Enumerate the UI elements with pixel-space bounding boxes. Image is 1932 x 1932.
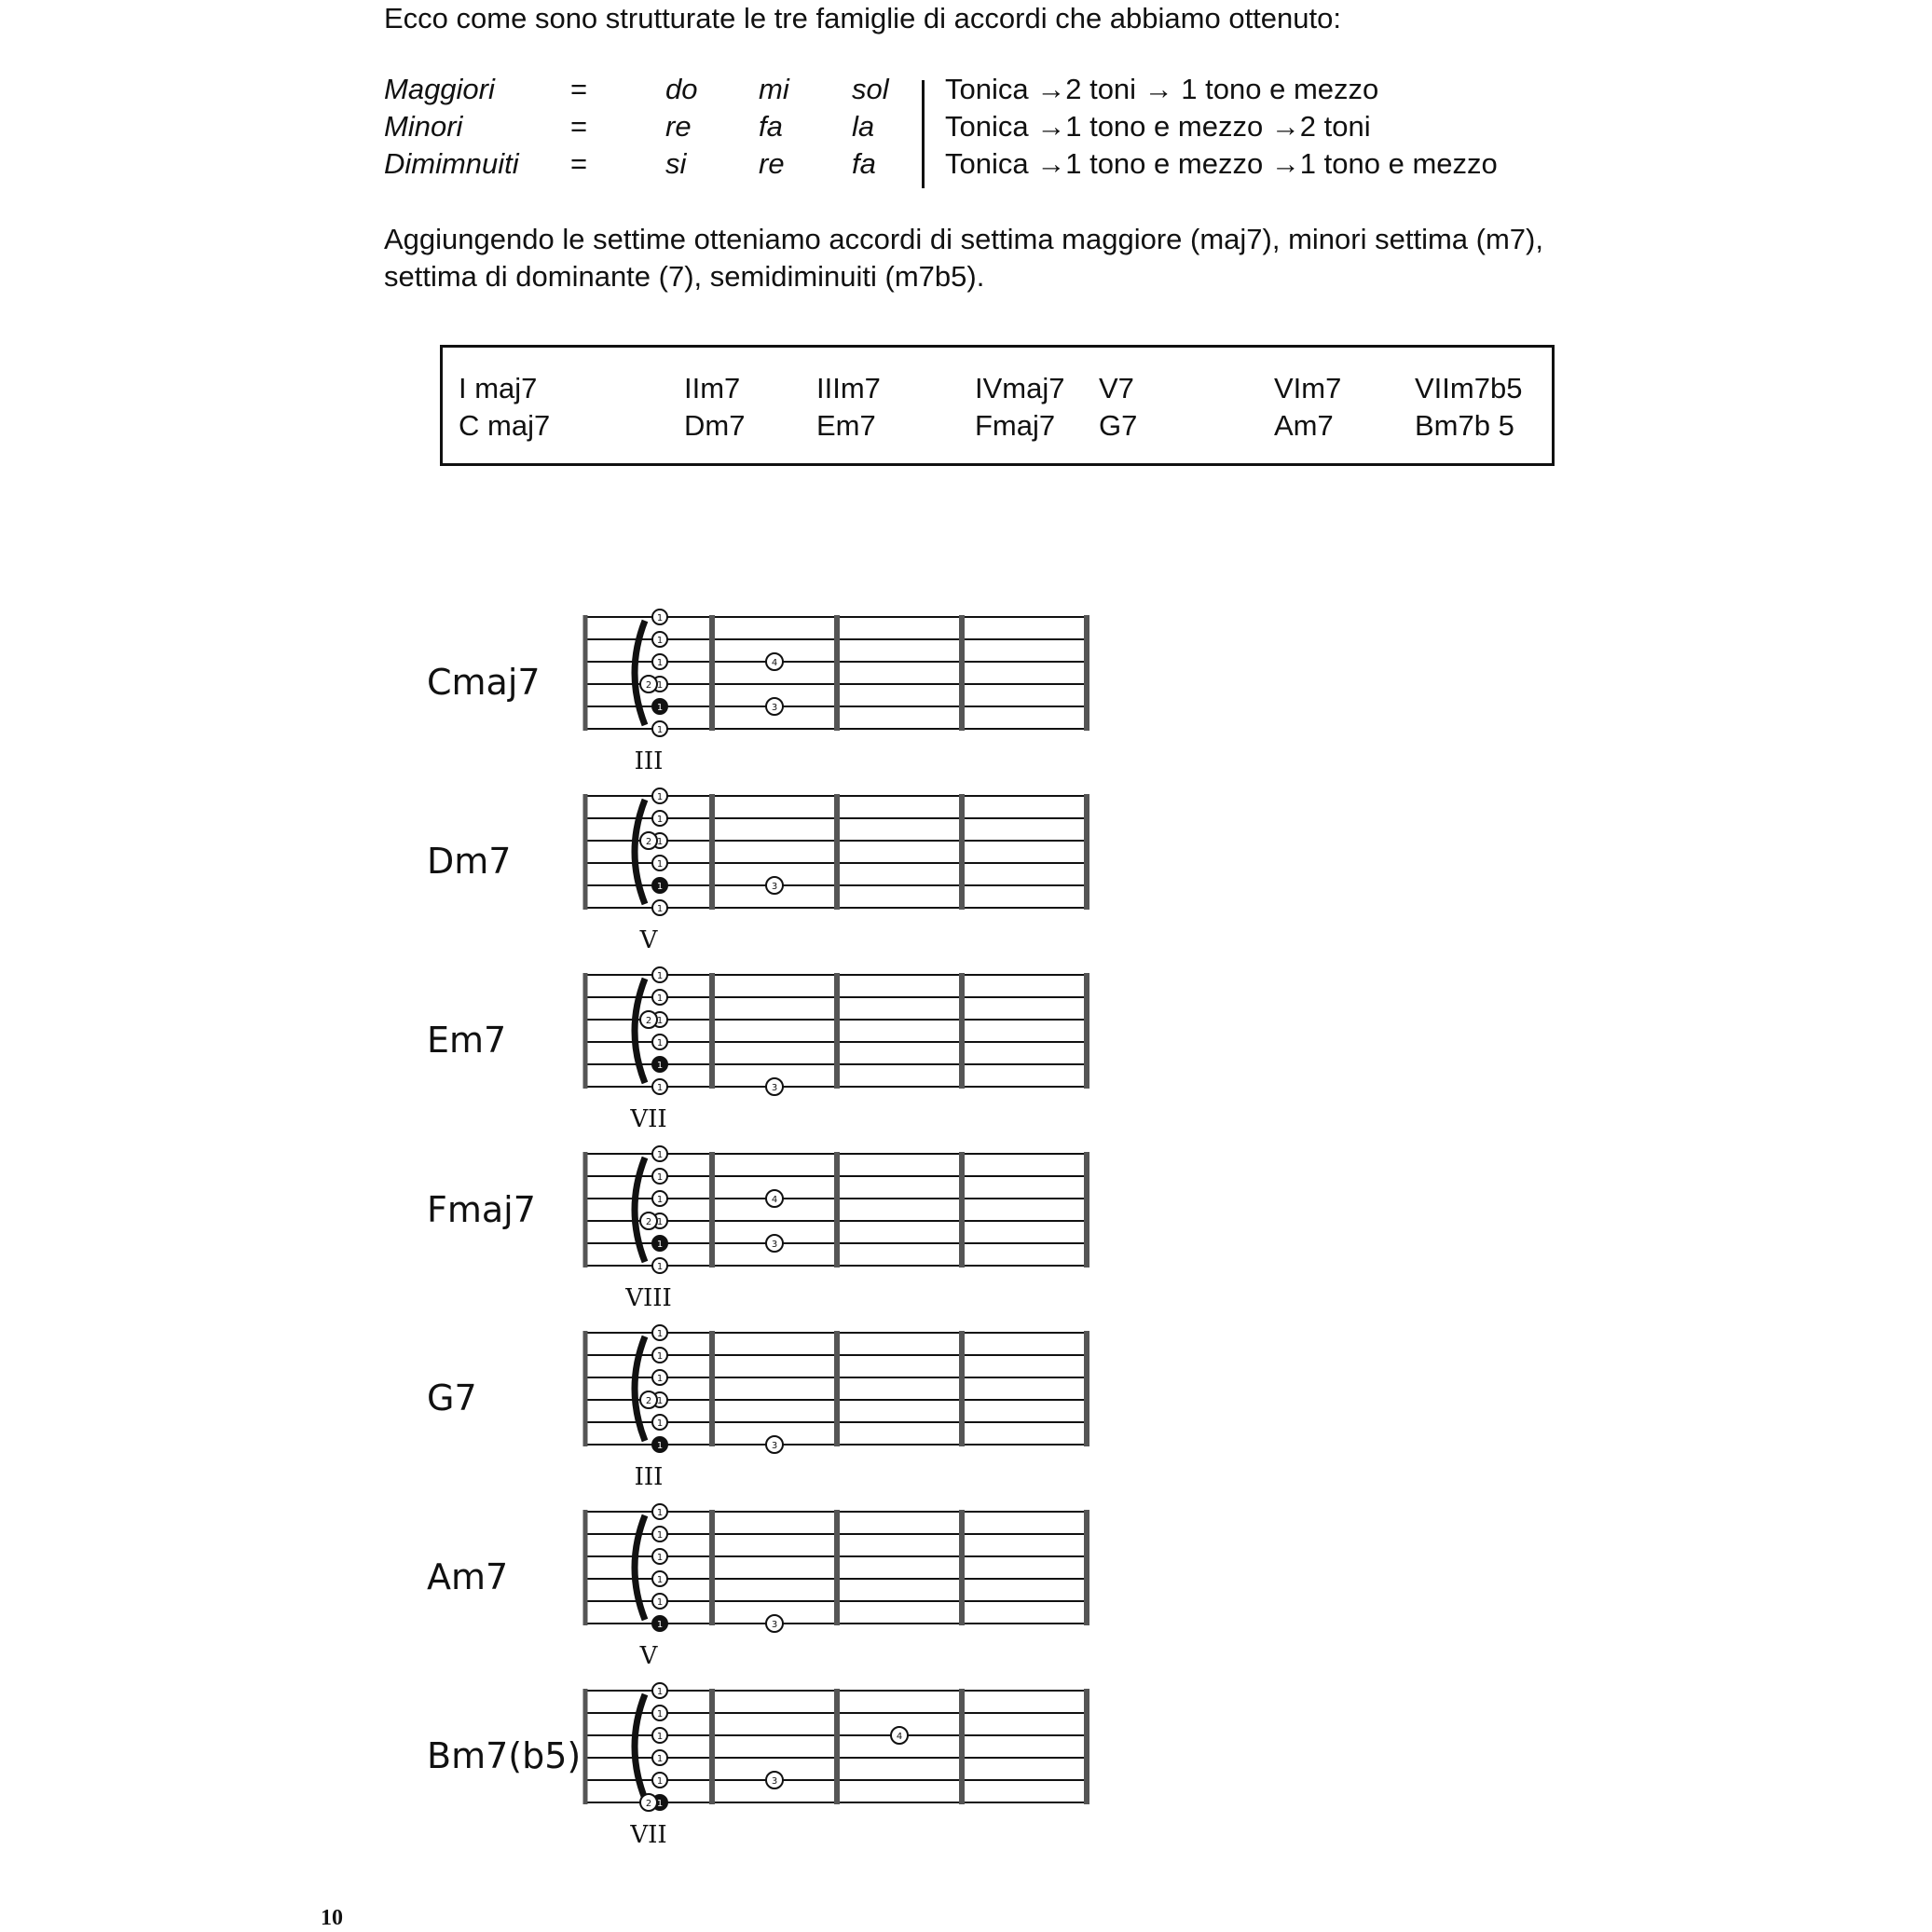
family-eq: = bbox=[570, 73, 588, 105]
finger-number: 1 bbox=[656, 636, 664, 646]
finger-number: 1 bbox=[656, 1351, 664, 1362]
finger-number: 1 bbox=[656, 1172, 664, 1183]
finger-number: 1 bbox=[656, 1754, 664, 1764]
family-note: si bbox=[665, 147, 687, 180]
family-note: sol bbox=[852, 73, 889, 105]
finger-number: 1 bbox=[656, 1262, 664, 1272]
finger-number: 1 bbox=[656, 837, 664, 847]
finger-number: 3 bbox=[771, 882, 778, 892]
chord-name: Am7 bbox=[427, 1556, 509, 1597]
finger-number: 1 bbox=[656, 1799, 664, 1809]
family-structure: Tonica →1 tono e mezzo →1 tono e mezzo bbox=[945, 147, 1498, 180]
family-eq: = bbox=[570, 147, 588, 180]
finger-number: 1 bbox=[656, 1329, 664, 1339]
finger-number: 1 bbox=[656, 1732, 664, 1742]
degree-roman: I maj7 bbox=[459, 372, 538, 404]
finger-number: 1 bbox=[656, 993, 664, 1004]
position-label: VIII bbox=[625, 1284, 672, 1312]
finger-number: 1 bbox=[656, 613, 664, 623]
finger-number: 1 bbox=[656, 658, 664, 668]
degree-roman: VIm7 bbox=[1274, 372, 1342, 404]
finger-number: 2 bbox=[645, 680, 652, 691]
family-eq: = bbox=[570, 110, 588, 143]
finger-number: 1 bbox=[656, 904, 664, 914]
finger-number: 1 bbox=[656, 1776, 664, 1787]
barre-arc bbox=[635, 800, 645, 904]
finger-number: 3 bbox=[771, 703, 778, 713]
finger-number: 1 bbox=[656, 725, 664, 735]
chord-name: Dm7 bbox=[427, 841, 512, 882]
finger-number: 1 bbox=[656, 1016, 664, 1026]
chord-diagram bbox=[578, 1500, 1100, 1640]
seventh-chords-text bbox=[384, 221, 1689, 295]
family-note: re bbox=[665, 110, 692, 143]
degree-chord: G7 bbox=[1099, 409, 1138, 442]
degree-chord: Bm7b 5 bbox=[1415, 409, 1514, 442]
finger-number: 1 bbox=[656, 1374, 664, 1384]
degree-roman: VIIm7b5 bbox=[1415, 372, 1523, 404]
finger-number: 1 bbox=[656, 1575, 664, 1585]
chord-diagram bbox=[578, 1322, 1100, 1461]
finger-number: 3 bbox=[771, 1441, 778, 1451]
finger-number: 3 bbox=[771, 1083, 778, 1093]
family-note: la bbox=[852, 110, 875, 143]
family-note: mi bbox=[759, 73, 789, 105]
finger-number: 3 bbox=[771, 1776, 778, 1787]
finger-number: 1 bbox=[656, 1620, 664, 1630]
chord-diagram bbox=[578, 964, 1100, 1103]
family-divider bbox=[922, 80, 925, 188]
barre-arc bbox=[635, 1694, 645, 1799]
family-name: Maggiori bbox=[384, 73, 495, 105]
finger-number: 1 bbox=[656, 680, 664, 691]
seventh-line: Aggiungendo le settime otteniamo accordi di settima maggiore (maj7), minori settima (m7), bbox=[384, 223, 1543, 255]
finger-number: 1 bbox=[656, 815, 664, 825]
position-label: V bbox=[639, 926, 658, 954]
degree-roman: IIIm7 bbox=[816, 372, 881, 404]
finger-number: 1 bbox=[656, 971, 664, 981]
finger-number: 1 bbox=[656, 1217, 664, 1227]
family-name: Dimimnuiti bbox=[384, 147, 519, 180]
finger-number: 1 bbox=[656, 1038, 664, 1048]
finger-number: 2 bbox=[645, 1016, 652, 1026]
finger-number: 1 bbox=[656, 1508, 664, 1518]
degree-chord: C maj7 bbox=[459, 409, 551, 442]
finger-number: 1 bbox=[656, 1553, 664, 1563]
family-name: Minori bbox=[384, 110, 463, 143]
family-note: do bbox=[665, 73, 698, 105]
finger-number: 2 bbox=[645, 1396, 652, 1406]
family-structure: Tonica →2 toni → 1 tono e mezzo bbox=[945, 73, 1379, 105]
chord-name: G7 bbox=[427, 1377, 477, 1418]
degrees-box bbox=[440, 345, 1555, 466]
barre-arc bbox=[635, 621, 645, 725]
chord-name: Cmaj7 bbox=[427, 662, 541, 703]
position-label: VII bbox=[630, 1821, 667, 1849]
chord-name: Em7 bbox=[427, 1020, 507, 1061]
degree-chord: Am7 bbox=[1274, 409, 1334, 442]
position-label: III bbox=[634, 1463, 664, 1491]
finger-number: 1 bbox=[656, 1597, 664, 1608]
degree-chord: Em7 bbox=[816, 409, 876, 442]
finger-number: 1 bbox=[656, 703, 664, 713]
chord-diagram bbox=[578, 785, 1100, 925]
family-note: fa bbox=[759, 110, 783, 143]
chord-diagram bbox=[578, 1679, 1100, 1819]
finger-number: 1 bbox=[656, 1709, 664, 1720]
chord-name: Bm7(b5) bbox=[427, 1735, 582, 1776]
finger-number: 1 bbox=[656, 1687, 664, 1697]
family-note: fa bbox=[852, 147, 876, 180]
family-structure: Tonica →1 tono e mezzo →2 toni bbox=[945, 110, 1371, 143]
degree-chord: Dm7 bbox=[684, 409, 746, 442]
barre-arc bbox=[635, 1515, 645, 1620]
finger-number: 1 bbox=[656, 1150, 664, 1160]
finger-number: 1 bbox=[656, 882, 664, 892]
finger-number: 1 bbox=[656, 1530, 664, 1541]
finger-number: 1 bbox=[656, 1396, 664, 1406]
finger-number: 1 bbox=[656, 1240, 664, 1250]
chord-name: Fmaj7 bbox=[427, 1189, 536, 1230]
seventh-line: settima di dominante (7), semidiminuiti (m7b5). bbox=[384, 260, 985, 293]
chord-diagram bbox=[578, 1143, 1100, 1282]
finger-number: 4 bbox=[771, 658, 778, 668]
chord-diagram bbox=[578, 606, 1100, 746]
degree-roman: IVmaj7 bbox=[975, 372, 1065, 404]
finger-number: 2 bbox=[645, 1799, 652, 1809]
position-label: III bbox=[634, 747, 664, 775]
family-note: re bbox=[759, 147, 785, 180]
position-label: V bbox=[639, 1642, 658, 1670]
finger-number: 1 bbox=[656, 1418, 664, 1429]
finger-number: 3 bbox=[771, 1620, 778, 1630]
finger-number: 1 bbox=[656, 1083, 664, 1093]
intro-text: Ecco come sono strutturate le tre famiglie di accordi che abbiamo ottenuto: bbox=[384, 2, 1341, 34]
finger-number: 2 bbox=[645, 1217, 652, 1227]
finger-number: 4 bbox=[896, 1732, 903, 1742]
finger-number: 1 bbox=[656, 1195, 664, 1205]
barre-arc bbox=[635, 979, 645, 1083]
finger-number: 2 bbox=[645, 837, 652, 847]
finger-number: 1 bbox=[656, 1441, 664, 1451]
degree-chord: Fmaj7 bbox=[975, 409, 1056, 442]
finger-number: 1 bbox=[656, 1061, 664, 1071]
position-label: VII bbox=[630, 1105, 667, 1133]
page-number: 10 bbox=[321, 1906, 343, 1930]
barre-arc bbox=[635, 1336, 645, 1441]
finger-number: 1 bbox=[656, 792, 664, 802]
degree-roman: V7 bbox=[1099, 372, 1134, 404]
barre-arc bbox=[635, 1158, 645, 1262]
finger-number: 4 bbox=[771, 1195, 778, 1205]
finger-number: 3 bbox=[771, 1240, 778, 1250]
finger-number: 1 bbox=[656, 859, 664, 870]
degree-roman: IIm7 bbox=[684, 372, 741, 404]
